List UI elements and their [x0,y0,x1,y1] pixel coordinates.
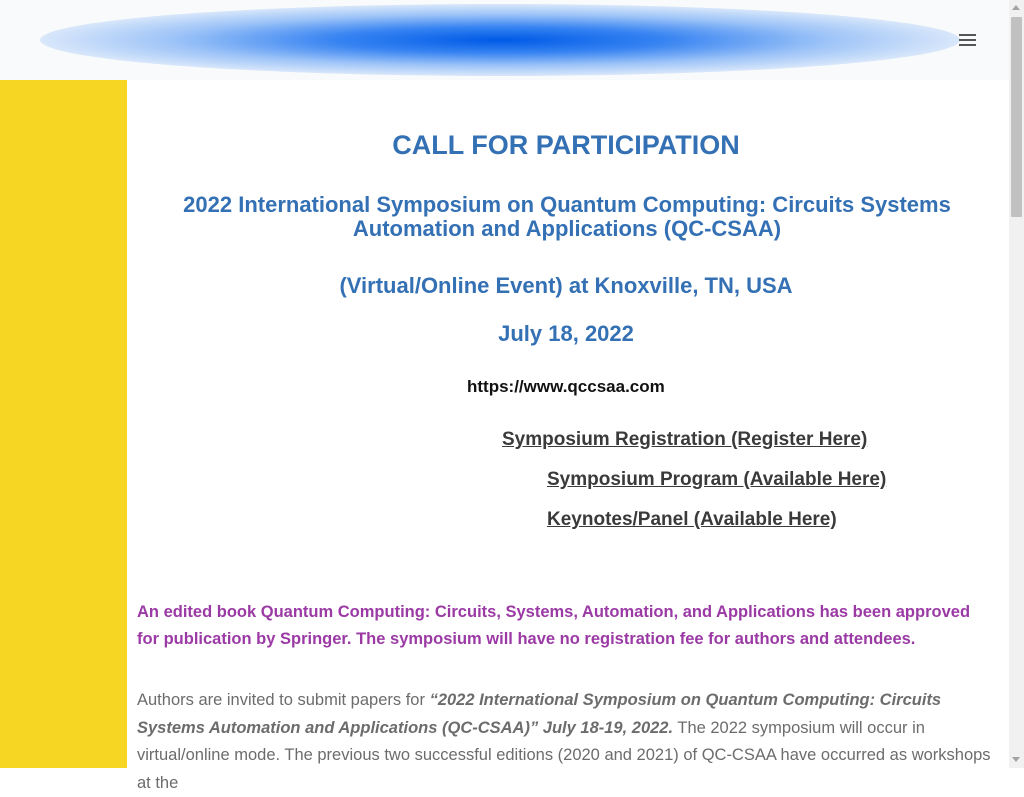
symposium-title-line1: 2022 International Symposium on Quantum Computing: Circuits Systems [183,192,951,217]
site-url: https://www.qccsaa.com [467,377,665,396]
announcement-line2: for publication by Springer. The symposium will have no registration fee for authors and attendees. [137,630,916,648]
symposium-title-line2: Automation and Applications (QC-CSAA) [352,216,782,241]
site-header [0,0,1009,80]
event-date: July 18, 2022 [498,321,634,346]
scroll-up-arrow-icon[interactable] [1012,5,1020,10]
book-announcement [137,599,997,653]
scrollbar-thumb[interactable] [1011,17,1022,217]
intro-paragraph [137,687,1003,797]
registration-link[interactable]: Symposium Registration (Register Here) [502,429,868,450]
vertical-scrollbar[interactable] [1009,0,1024,768]
menu-bar [959,44,976,46]
announcement-line1: An edited book Quantum Computing: Circuits, Systems, Automation, and Applications has been approved [137,603,971,621]
menu-bar [959,39,976,41]
keynotes-link[interactable]: Keynotes/Panel (Available Here) [547,509,837,530]
yellow-sidebar [0,80,127,768]
hamburger-menu-icon[interactable] [952,28,982,52]
intro-suffix: The 2022 symposium will occur in virtual/online mode. The previous two successful editions (2020 and 2021) of QC-CSAA have occurred as workshops at the [137,718,991,792]
menu-bar [959,34,976,36]
intro-prefix: Authors are invited to submit papers for [137,691,430,709]
program-link[interactable]: Symposium Program (Available Here) [547,469,887,490]
header-banner-glow [40,4,960,76]
event-location: (Virtual/Online Event) at Knoxville, TN, USA [339,273,793,298]
page-title: CALL FOR PARTICIPATION [392,130,740,160]
main-content [127,80,1009,792]
symposium-title [147,193,987,241]
intro-emphasis: “2022 International Symposium on Quantum Computing: Circuits Systems Automation and Applications (QC-CSAA)” July 18-19, 2022. [137,691,942,737]
scroll-down-arrow-icon[interactable] [1012,757,1020,762]
